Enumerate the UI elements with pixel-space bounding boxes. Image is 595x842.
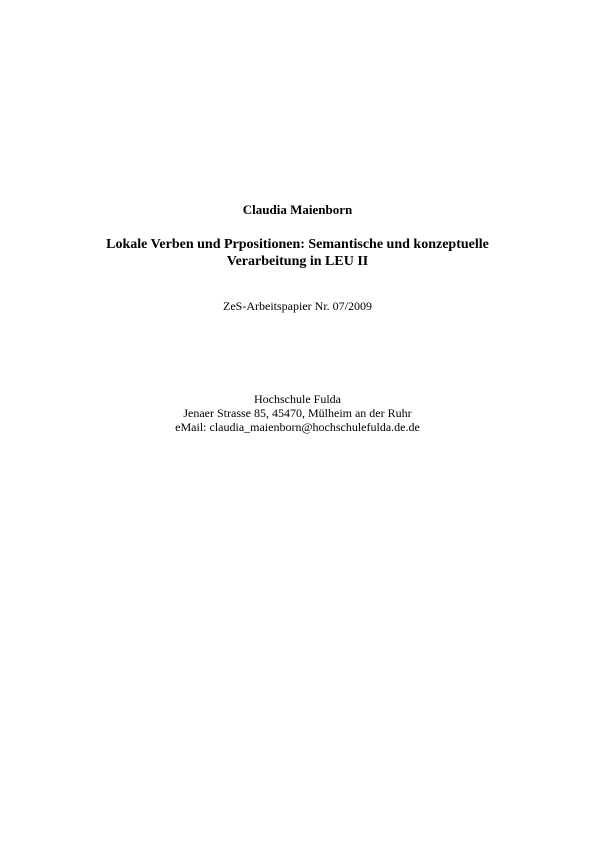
institution-address: Jenaer Strasse 85, 45470, Mülheim an der Ruhr: [183, 406, 412, 420]
institution-name: Hochschule Fulda: [254, 392, 341, 406]
series-number: ZeS-Arbeitspapier Nr. 07/2009: [223, 299, 372, 313]
title-line-1: Lokale Verben und Prpositionen: Semantische und konzeptuelle: [106, 237, 489, 252]
title-line-2: Verarbeitung in LEU II: [226, 254, 369, 269]
affiliation-block: [0, 392, 595, 434]
author-name: Claudia Maienborn: [242, 202, 353, 217]
document-title: [0, 236, 595, 270]
contact-email: eMail: claudia_maienborn@hochschulefulda.de.de: [175, 420, 420, 434]
